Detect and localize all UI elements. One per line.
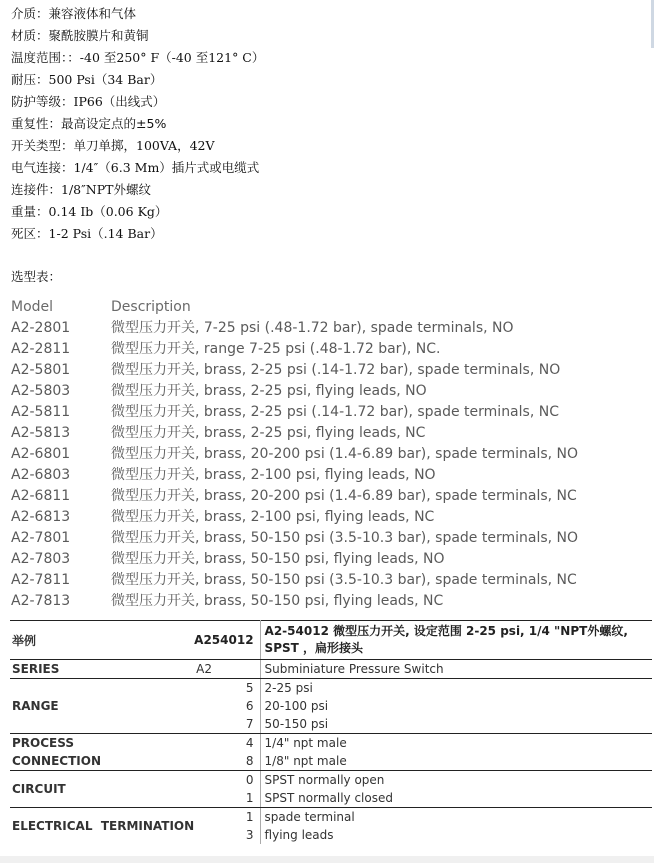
- connection-code: 8: [194, 752, 260, 771]
- example-description: A2-54012 微型压力开关, 设定范围 2-25 psi, 1/4 "NPT外螺纹, SPST ，扁形接头: [260, 621, 652, 660]
- model-row: [11, 465, 641, 486]
- model-description: 微型压力开关, brass, 2-100 psi, flying leads, NO: [111, 467, 436, 483]
- example-row: [10, 621, 652, 660]
- spec-repeatability: 重复性：最高设定点的±5%: [11, 116, 167, 131]
- example-label: 举例: [10, 621, 194, 660]
- range-code: 7: [194, 715, 260, 734]
- model-list: [11, 297, 641, 612]
- spec-weight: 重量：0.14 Ib（0.06 Kg）: [11, 204, 168, 219]
- circuit-desc: SPST normally closed: [260, 789, 652, 808]
- spec-protection: 防护等级：IP66（出线式）: [11, 94, 166, 109]
- model-description: 微型压力开关, range 7-25 psi (.48-1.72 bar), NC.: [111, 341, 441, 357]
- model-code: A2-6813: [11, 509, 71, 525]
- model-description: 微型压力开关, brass, 50-150 psi, flying leads, NC: [111, 593, 444, 609]
- termination-code: 1: [245, 810, 254, 824]
- range-row: [10, 679, 652, 698]
- connection-desc: 1/8" npt male: [260, 752, 652, 771]
- circuit-row: [10, 771, 652, 790]
- termination-row: [10, 808, 652, 827]
- model-row: [11, 381, 641, 402]
- model-code: A2-2801: [11, 320, 71, 336]
- model-code: A2-7811: [11, 572, 71, 588]
- model-description: 微型压力开关, brass, 20-200 psi (1.4-6.89 bar), spade terminals, NO: [111, 446, 579, 462]
- connection-code: 4: [245, 736, 254, 750]
- spec-temperature: 温度范围：：-40 至250° F（-40 至121° C）: [11, 50, 265, 65]
- example-code: A254012: [194, 621, 260, 660]
- model-description: 微型压力开关, brass, 2-25 psi, flying leads, NO: [111, 383, 427, 399]
- spec-deadband: 死区：1-2 Psi（.14 Bar）: [11, 226, 163, 241]
- model-row: [11, 549, 641, 570]
- model-description: 微型压力开关, brass, 2-25 psi (.14-1.72 bar), spade terminals, NO: [111, 362, 561, 378]
- spec-pressure: 耐压：500 Psi（34 Bar）: [11, 72, 163, 87]
- circuit-desc: SPST normally open: [260, 771, 652, 790]
- model-description: 微型压力开关, brass, 2-25 psi (.14-1.72 bar), spade terminals, NC: [111, 404, 559, 420]
- header-description: Description: [111, 299, 191, 315]
- range-code: 6: [245, 699, 254, 713]
- range-label: RANGE: [10, 679, 194, 734]
- connection-row: [10, 734, 652, 753]
- range-desc: 2-25 psi: [260, 679, 652, 698]
- model-description: 微型压力开关, brass, 50-150 psi, flying leads, NO: [111, 551, 445, 567]
- selection-title: 选型表：: [11, 269, 62, 284]
- termination-desc: flying leads: [260, 826, 652, 844]
- range-desc: 50-150 psi: [260, 715, 652, 734]
- termination-label: ELECTRICAL TERMINATION: [12, 819, 195, 833]
- series-row: [10, 660, 652, 679]
- model-row: [11, 423, 641, 444]
- circuit-label: CIRCUIT: [10, 771, 194, 808]
- model-code: A2-2811: [11, 341, 71, 357]
- spec-electrical: 电气连接：1/4″（6.3 Mm）插片式或电缆式: [11, 160, 260, 175]
- circuit-code: 0: [245, 773, 254, 787]
- model-description: 微型压力开关, brass, 20-200 psi (1.4-6.89 bar), spade terminals, NC: [111, 488, 577, 504]
- model-code: A2-5801: [11, 362, 71, 378]
- series-label: SERIES: [10, 660, 194, 679]
- series-desc: Subminiature Pressure Switch: [260, 660, 652, 679]
- model-code: A2-6803: [11, 467, 71, 483]
- model-description: 微型压力开关, 7-25 psi (.48-1.72 bar), spade terminals, NO: [111, 320, 514, 336]
- header-model: Model: [11, 299, 54, 315]
- model-code: A2-7813: [11, 593, 71, 609]
- circuit-code: 1: [194, 789, 260, 808]
- model-row: [11, 591, 641, 612]
- model-code: A2-5813: [11, 425, 71, 441]
- model-row: [11, 444, 641, 465]
- spec-list: [11, 3, 631, 245]
- ordering-example-table: [10, 620, 652, 844]
- page-bottom-edge: [0, 856, 654, 863]
- connection-desc: 1/4" npt male: [260, 734, 652, 753]
- connection-label: PROCESS CONNECTION: [10, 734, 194, 771]
- model-row: [11, 486, 641, 507]
- model-row: [11, 402, 641, 423]
- series-code: A2: [194, 660, 260, 679]
- spec-material: 材质：聚酰胺膜片和黄铜: [11, 28, 149, 43]
- model-row: [11, 570, 641, 591]
- model-code: A2-7801: [11, 530, 71, 546]
- model-row: [11, 528, 641, 549]
- model-code: A2-6801: [11, 446, 71, 462]
- model-row: [11, 507, 641, 528]
- spec-switch-type: 开关类型：单刀单掷，100VA，42V: [11, 138, 215, 153]
- model-description: 微型压力开关, brass, 2-100 psi, flying leads, NC: [111, 509, 435, 525]
- model-description: 微型压力开关, brass, 2-25 psi, flying leads, NC: [111, 425, 426, 441]
- model-row: [11, 339, 641, 360]
- range-desc: 20-100 psi: [260, 697, 652, 715]
- model-code: A2-7803: [11, 551, 71, 567]
- model-description: 微型压力开关, brass, 50-150 psi (3.5-10.3 bar), spade terminals, NO: [111, 530, 579, 546]
- model-code: A2-6811: [11, 488, 71, 504]
- model-list-header: [11, 297, 641, 318]
- termination-desc: spade terminal: [260, 808, 652, 827]
- model-code: A2-5811: [11, 404, 71, 420]
- model-row: [11, 318, 641, 339]
- model-code: A2-5803: [11, 383, 71, 399]
- termination-code: 3: [245, 828, 254, 842]
- spec-connector: 连接件：1/8″NPT外螺纹: [11, 182, 151, 197]
- spec-medium: 介质：兼容液体和气体: [11, 6, 137, 21]
- model-row: [11, 360, 641, 381]
- model-description: 微型压力开关, brass, 50-150 psi (3.5-10.3 bar), spade terminals, NC: [111, 572, 577, 588]
- range-code: 5: [245, 681, 254, 695]
